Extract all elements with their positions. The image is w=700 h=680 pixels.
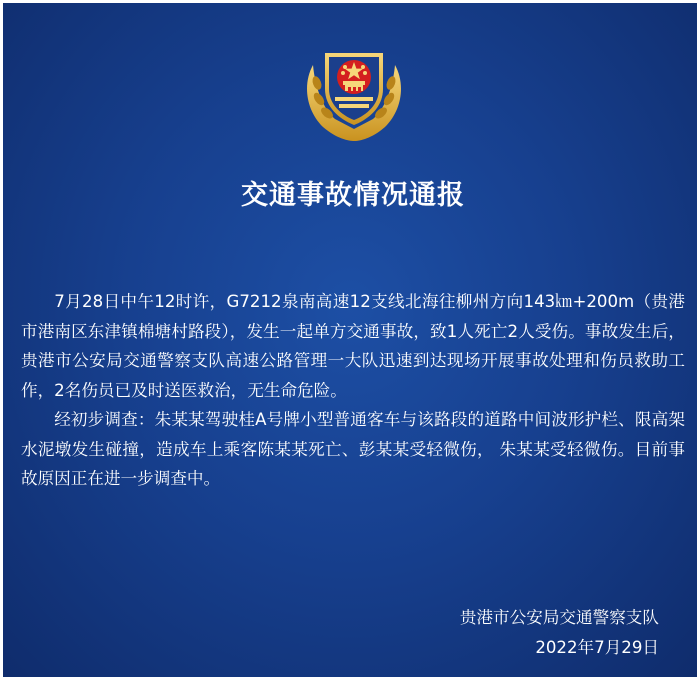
notice-title: 交通事故情况通报: [241, 180, 465, 211]
police-emblem-icon: [299, 43, 409, 143]
issuer-name: 贵港市公安局交通警察支队: [459, 608, 659, 627]
notice-signature: [460, 603, 659, 662]
issue-date: 2022年7月29日: [535, 637, 659, 657]
notice-paragraph: 7月28日中午12时许，G7212泉南高速12支线北海往柳州方向143㎞+200m（贵港市港南区东津镇棉塘村路段），发生一起单方交通事故，致1人死亡2人受伤。事故发生后，贵港市公安局交通警察支队高速公路管理一大队迅速到达现场开展事故处理和伤员救助工作，2名伤员已及时送医救治，无生命危险。: [21, 292, 685, 400]
notice-body: [21, 287, 685, 494]
notice-paragraph: 经初步调查：朱某某驾驶桂A号牌小型普通客车与该路段的道路中间波形护栏、限高架水泥墩发生碰撞，造成车上乘客陈某某死亡、彭某某受轻微伤， 朱某某受轻微伤。目前事故原因正在进一步调查中。: [21, 410, 685, 488]
